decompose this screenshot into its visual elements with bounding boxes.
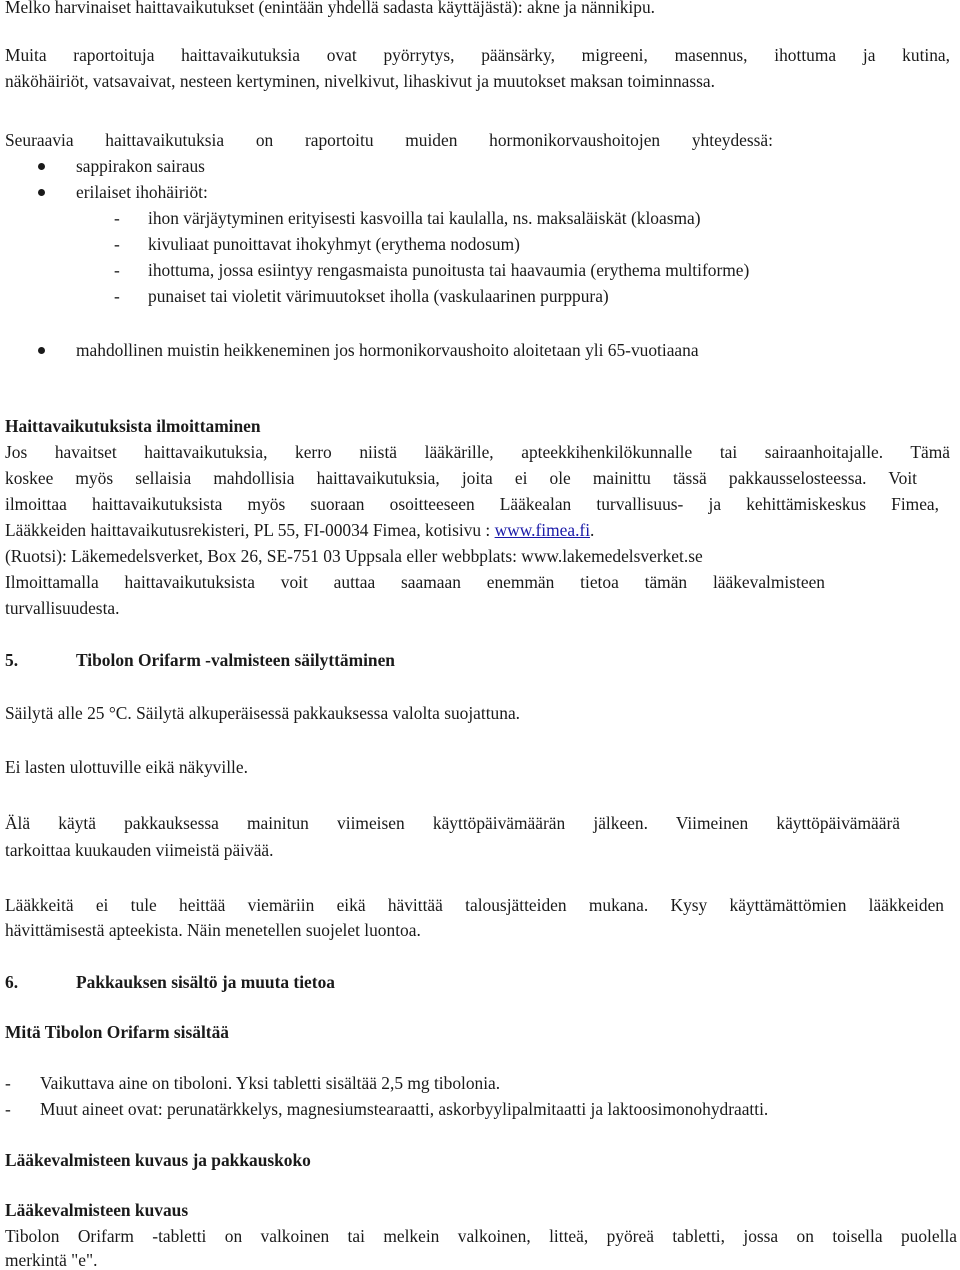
bullet-icon xyxy=(38,163,45,170)
contents-heading: Mitä Tibolon Orifarm sisältää xyxy=(5,1022,229,1042)
fimea-link[interactable]: www.fimea.fi xyxy=(494,520,591,540)
bullet-item-gallbladder: sappirakon sairaus xyxy=(76,156,205,176)
children-warning: Ei lasten ulottuville eikä näkyville. xyxy=(5,757,248,777)
description-subheading: Lääkevalmisteen kuvaus xyxy=(5,1200,189,1220)
disposal-line-2: hävittämisestä apteekista. Näin menetellen suojelet luontoa. xyxy=(5,920,421,940)
reporting-line-4 xyxy=(5,520,594,540)
bullet-item-memory: mahdollinen muistin heikkeneminen jos hormonikorvaushoito aloitetaan yli 65-vuotiaana xyxy=(76,340,699,360)
reporting-line-7: turvallisuudesta. xyxy=(5,598,120,618)
other-side-effects-line-2: näköhäiriöt, vatsavaivat, nesteen kertyminen, nivelkivut, lihaskivut ja muutokset maksan toiminnassa. xyxy=(5,71,715,91)
reporting-period: . xyxy=(590,520,595,540)
expiry-line-2: tarkoittaa kuukauden viimeistä päivää. xyxy=(5,840,274,860)
contents-item-active: Vaikuttava aine on tiboloni. Yksi tabletti sisältää 2,5 mg tibolonia. xyxy=(40,1073,501,1093)
bullet-item-skin-disorders: erilaiset ihohäiriöt: xyxy=(76,182,208,202)
hormone-effects-intro: Seuraavia haittavaikutuksia on raportoitu muiden hormonikorvaushoitojen yhteydessä: xyxy=(5,130,773,150)
reporting-line-3: ilmoittaa haittavaikutuksista myös suoraan osoitteeseen Lääkealan turvallisuus- ja kehittämiskeskus Fimea, xyxy=(5,494,939,514)
skin-item-vascular-purpura: punaiset tai violetit värimuutokset iholla (vaskulaarinen purppura) xyxy=(148,286,609,306)
description-line-1: Tibolon Orifarm -tabletti on valkoinen tai melkein valkoinen, litteä, pyöreä tabletti, jossa on toisella puolella xyxy=(5,1226,957,1246)
bullet-icon xyxy=(38,189,45,196)
section-5-number: 5. xyxy=(5,650,19,670)
other-side-effects-line-1: Muita raportoituja haittavaikutuksia ovat pyörrytys, päänsärky, migreeni, masennus, ihottuma ja kutina, xyxy=(5,45,950,65)
skin-item-erythema-multiforme: ihottuma, jossa esiintyy rengasmaista punoitusta tai haavaumia (erythema multiforme) xyxy=(148,260,750,280)
dash-marker: - xyxy=(114,260,120,280)
disposal-line-1: Lääkkeitä ei tule heittää viemäriin eikä hävittää talousjätteiden mukana. Kysy käyttämättömien lääkkeiden xyxy=(5,895,944,915)
section-6-number: 6. xyxy=(5,972,19,992)
rare-side-effects-text: Melko harvinaiset haittavaikutukset (enintään yhdellä sadasta käyttäjästä): akne ja nännikipu. xyxy=(5,0,656,17)
dash-marker: - xyxy=(5,1099,11,1119)
section-6-title: Pakkauksen sisältö ja muuta tietoa xyxy=(76,972,335,992)
reporting-line-6: Ilmoittamalla haittavaikutuksista voit auttaa saamaan enemmän tietoa tämän lääkevalmisteen xyxy=(5,572,825,592)
bullet-icon xyxy=(38,347,45,354)
section-5-title: Tibolon Orifarm -valmisteen säilyttäminen xyxy=(76,650,395,670)
dash-marker: - xyxy=(114,234,120,254)
skin-item-erythema-nodosum: kivuliaat punoittavat ihokyhmyt (erythema nodosum) xyxy=(148,234,520,254)
dash-marker: - xyxy=(114,286,120,306)
reporting-address: Lääkkeiden haittavaikutusrekisteri, PL 55, FI-00034 Fimea, kotisivu : xyxy=(5,520,495,540)
reporting-line-1: Jos havaitset haittavaikutuksia, kerro niistä lääkärille, apteekkihenkilökunnalle tai sairaanhoitajalle. Tämä xyxy=(5,442,950,462)
description-heading: Lääkevalmisteen kuvaus ja pakkauskoko xyxy=(5,1150,311,1170)
reporting-line-2: koskee myös sellaisia mahdollisia haittavaikutuksia, joita ei ole mainittu tässä pakkausselosteessa. Voit xyxy=(5,468,917,488)
dash-marker: - xyxy=(5,1073,11,1093)
description-line-2: merkintä "e". xyxy=(5,1250,98,1270)
skin-item-chloasma: ihon värjäytyminen erityisesti kasvoilla tai kaulalla, ns. maksaläiskät (kloasma) xyxy=(148,208,701,228)
dash-marker: - xyxy=(114,208,120,228)
contents-item-excipients: Muut aineet ovat: perunatärkkelys, magnesiumstearaatti, askorbyylipalmitaatti ja laktoosimonohydraatti. xyxy=(40,1099,769,1119)
expiry-line-1: Älä käytä pakkauksessa mainitun viimeisen käyttöpäivämäärän jälkeen. Viimeinen käyttöpäivämäärä xyxy=(5,813,900,833)
reporting-line-5: (Ruotsi): Läkemedelsverket, Box 26, SE-751 03 Uppsala eller webbplats: www.lakemedelsverket.se xyxy=(5,546,703,566)
reporting-heading: Haittavaikutuksista ilmoittaminen xyxy=(5,416,261,436)
storage-instruction: Säilytä alle 25 °C. Säilytä alkuperäisessä pakkauksessa valolta suojattuna. xyxy=(5,703,521,723)
